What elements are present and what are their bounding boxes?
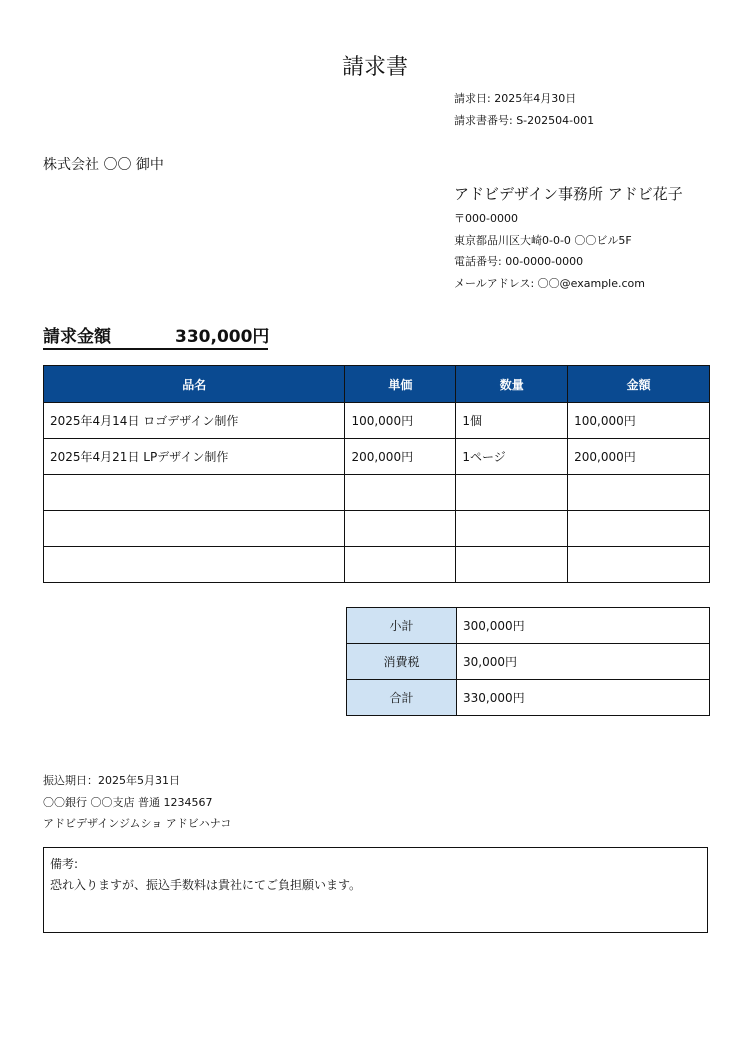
table-row <box>44 439 710 475</box>
issuer-postal: 〒000-0000 <box>454 212 518 225</box>
total-value: 330,000円 <box>457 680 710 716</box>
notes-text: 恐れ入りますが、振込手数料は貴社にてご負担願います。 <box>50 878 362 892</box>
bank-account: 〇〇銀行 〇〇支店 普通 1234567 <box>43 796 213 809</box>
cell-item-name <box>44 475 345 511</box>
payment-due-date: 振込期日：2025年5月31日 <box>43 774 180 787</box>
cell-unit-price <box>345 547 456 583</box>
header-quantity: 数量 <box>456 366 568 403</box>
totals-table <box>346 607 710 716</box>
account-holder: アドビデザインジムショ アドビハナコ <box>43 817 232 830</box>
subtotal-row <box>347 608 710 644</box>
invoice-amount <box>43 322 268 350</box>
total-label: 合計 <box>347 680 457 716</box>
amount-label: 請求金額 <box>43 327 111 347</box>
tax-label: 消費税 <box>347 644 457 680</box>
header-unit-price: 単価 <box>345 366 456 403</box>
invoice-number: 請求書番号: S-202504-001 <box>454 114 595 127</box>
cell-quantity <box>456 547 568 583</box>
issuer-name: アドビデザイン事務所 アドビ花子 <box>454 185 683 203</box>
cell-quantity: 1ページ <box>456 439 568 475</box>
cell-unit-price <box>345 511 456 547</box>
table-header-row <box>44 366 710 403</box>
cell-quantity: 1個 <box>456 403 568 439</box>
items-table <box>43 365 710 583</box>
header-amount: 金額 <box>568 366 710 403</box>
amount-value: 330,000円 <box>175 327 270 347</box>
table-row <box>44 403 710 439</box>
table-row <box>44 475 710 511</box>
client-name: 株式会社 〇〇 御中 <box>43 157 164 173</box>
cell-amount <box>568 511 710 547</box>
invoice-date: 請求日: 2025年4月30日 <box>454 92 577 105</box>
issuer-address: 東京都品川区大崎0-0-0 〇〇ビル5F <box>454 234 632 247</box>
cell-amount: 100,000円 <box>568 403 710 439</box>
issuer-phone: 電話番号: 00-0000-0000 <box>454 255 584 268</box>
notes-box <box>43 847 708 933</box>
cell-unit-price: 200,000円 <box>345 439 456 475</box>
cell-quantity <box>456 511 568 547</box>
cell-quantity <box>456 475 568 511</box>
tax-row <box>347 644 710 680</box>
cell-unit-price <box>345 475 456 511</box>
notes-label: 備考: <box>50 857 79 871</box>
cell-item-name: 2025年4月21日 LPデザイン制作 <box>44 439 345 475</box>
tax-value: 30,000円 <box>457 644 710 680</box>
cell-amount: 200,000円 <box>568 439 710 475</box>
cell-amount <box>568 547 710 583</box>
cell-item-name: 2025年4月14日 ロゴデザイン制作 <box>44 403 345 439</box>
cell-unit-price: 100,000円 <box>345 403 456 439</box>
table-row <box>44 547 710 583</box>
header-item-name: 品名 <box>44 366 345 403</box>
cell-item-name <box>44 547 345 583</box>
cell-item-name <box>44 511 345 547</box>
subtotal-value: 300,000円 <box>457 608 710 644</box>
subtotal-label: 小計 <box>347 608 457 644</box>
table-row <box>44 511 710 547</box>
cell-amount <box>568 475 710 511</box>
document-title: 請求書 <box>341 55 408 80</box>
total-row <box>347 680 710 716</box>
issuer-email: メールアドレス: 〇〇@example.com <box>454 277 645 290</box>
